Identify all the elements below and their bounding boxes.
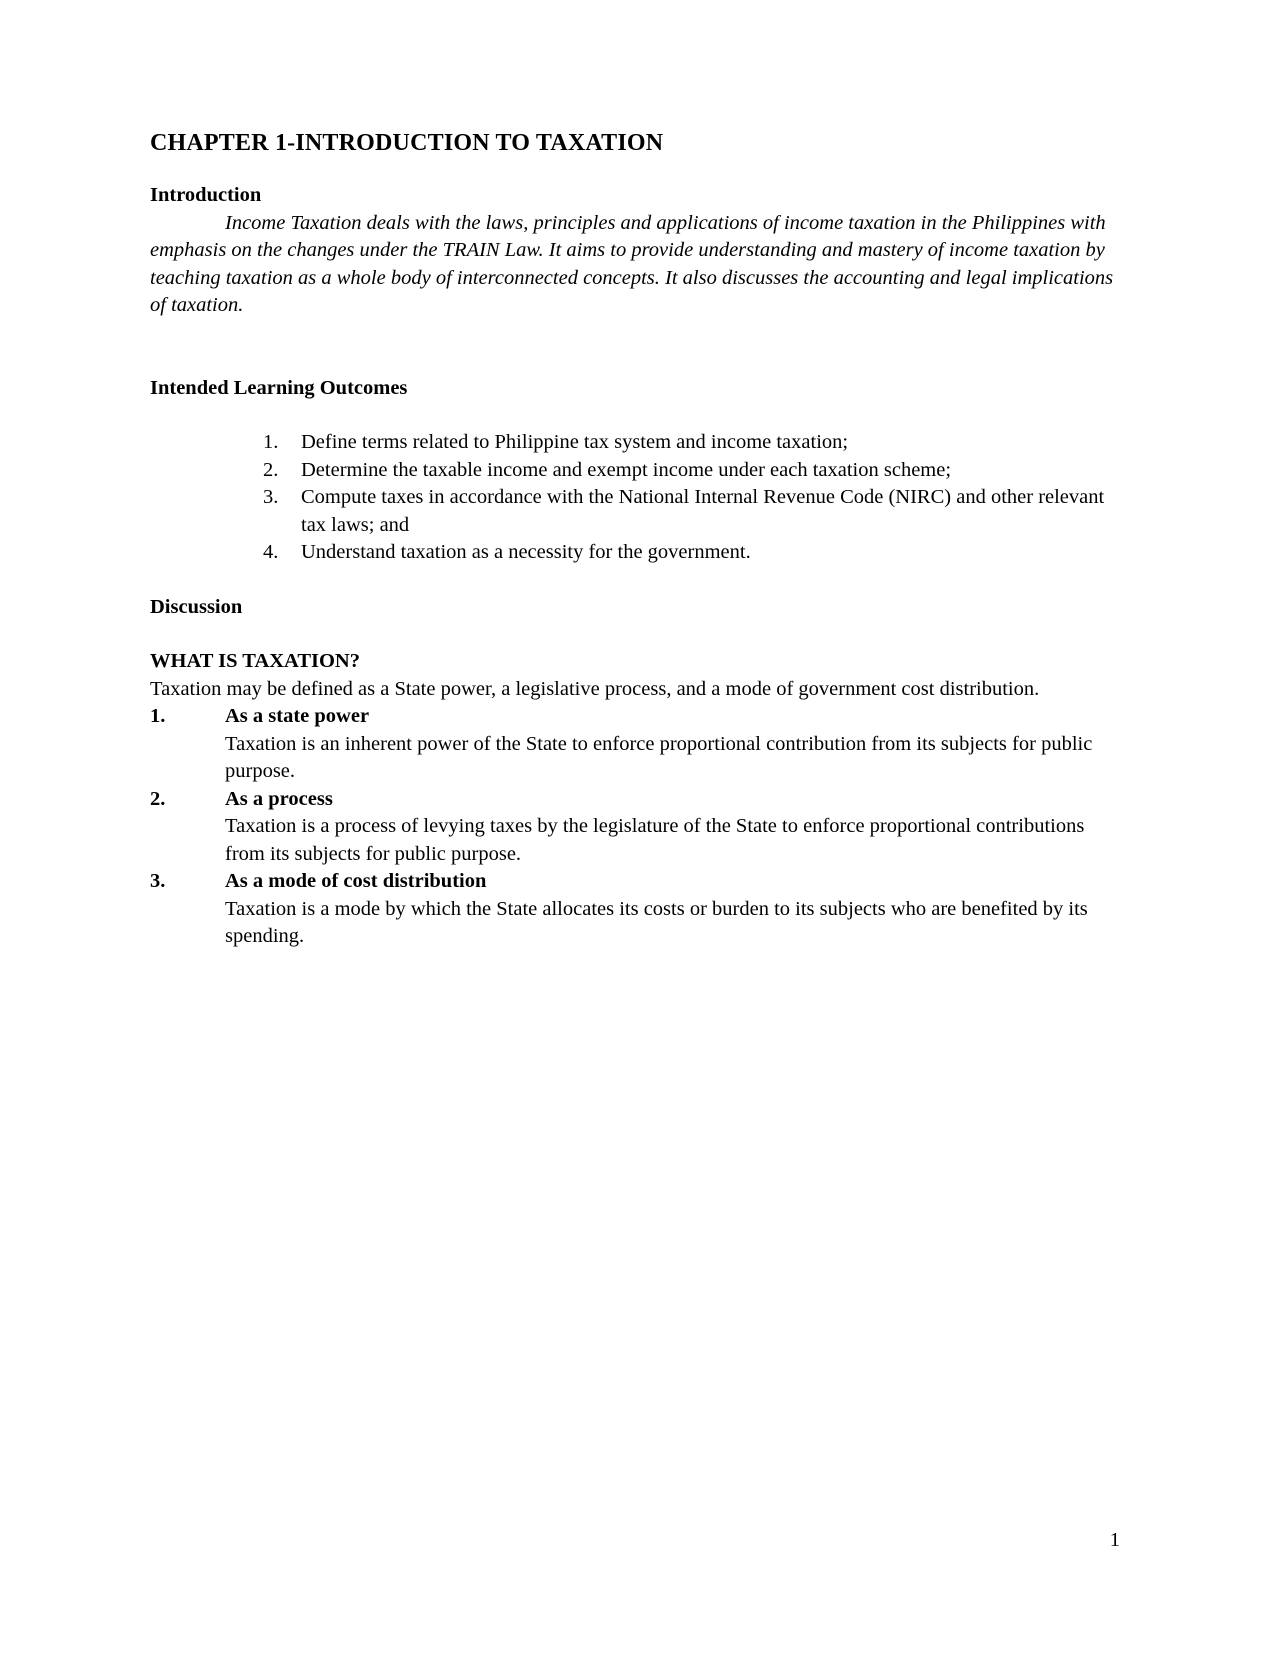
list-item-number: 2.	[263, 458, 279, 481]
list-item-text: Define terms related to Philippine tax system and income taxation;	[301, 431, 849, 453]
list-item	[263, 484, 1125, 539]
list-item-number: 1.	[263, 431, 279, 453]
definition-body: Taxation is a process of levying taxes by the legislature of the State to enforce proportional contributions from its subjects for public purpose.	[225, 815, 1085, 865]
taxation-definition-lead: Taxation may be defined as a State power, a legislative process, and a mode of government cost distribution.	[150, 677, 1040, 700]
introduction-body: Income Taxation deals with the laws, principles and applications of income taxation in the Philippines with emphasis on the changes under the TRAIN Law. It aims to provide understanding and mastery of income taxation by teaching taxation as a whole body of interconnected concepts. It also discusses the accounting and legal implications of taxation.	[150, 211, 1114, 316]
definition-title: As a state power	[225, 705, 370, 727]
list-item-number: 3.	[263, 486, 279, 508]
list-item-number: 4.	[263, 541, 279, 563]
page-number: 1	[1109, 1529, 1120, 1551]
what-is-taxation-heading: WHAT IS TAXATION?	[150, 650, 360, 672]
definition-number: 3.	[150, 870, 166, 892]
discussion-heading: Discussion	[150, 595, 243, 618]
list-item-text: Determine the taxable income and exempt income under each taxation scheme;	[301, 458, 952, 481]
learning-outcomes-heading: Intended Learning Outcomes	[150, 376, 408, 399]
definition-number: 1.	[150, 705, 166, 727]
list-item-text: Compute taxes in accordance with the National Internal Revenue Code (NIRC) and other relevant tax laws; and	[301, 486, 1105, 536]
definition-item	[150, 868, 1125, 951]
definition-title: As a process	[225, 787, 333, 810]
learning-outcomes-list	[150, 429, 1125, 567]
introduction-heading: Introduction	[150, 184, 262, 206]
list-item	[263, 457, 1125, 485]
list-item-text: Understand taxation as a necessity for the government.	[301, 541, 751, 563]
list-item	[263, 539, 1125, 567]
definition-number: 2.	[150, 787, 166, 810]
definition-title: As a mode of cost distribution	[225, 870, 487, 892]
list-item	[263, 429, 1125, 457]
chapter-title: CHAPTER 1-INTRODUCTION TO TAXATION	[150, 130, 664, 156]
definition-body: Taxation is a mode by which the State allocates its costs or burden to its subjects who are benefited by its spending.	[225, 897, 1088, 947]
definition-item	[150, 786, 1125, 869]
document-page	[150, 128, 1125, 951]
definition-body: Taxation is an inherent power of the State to enforce proportional contribution from its subjects for public purpose.	[225, 732, 1093, 782]
definition-item	[150, 703, 1125, 786]
